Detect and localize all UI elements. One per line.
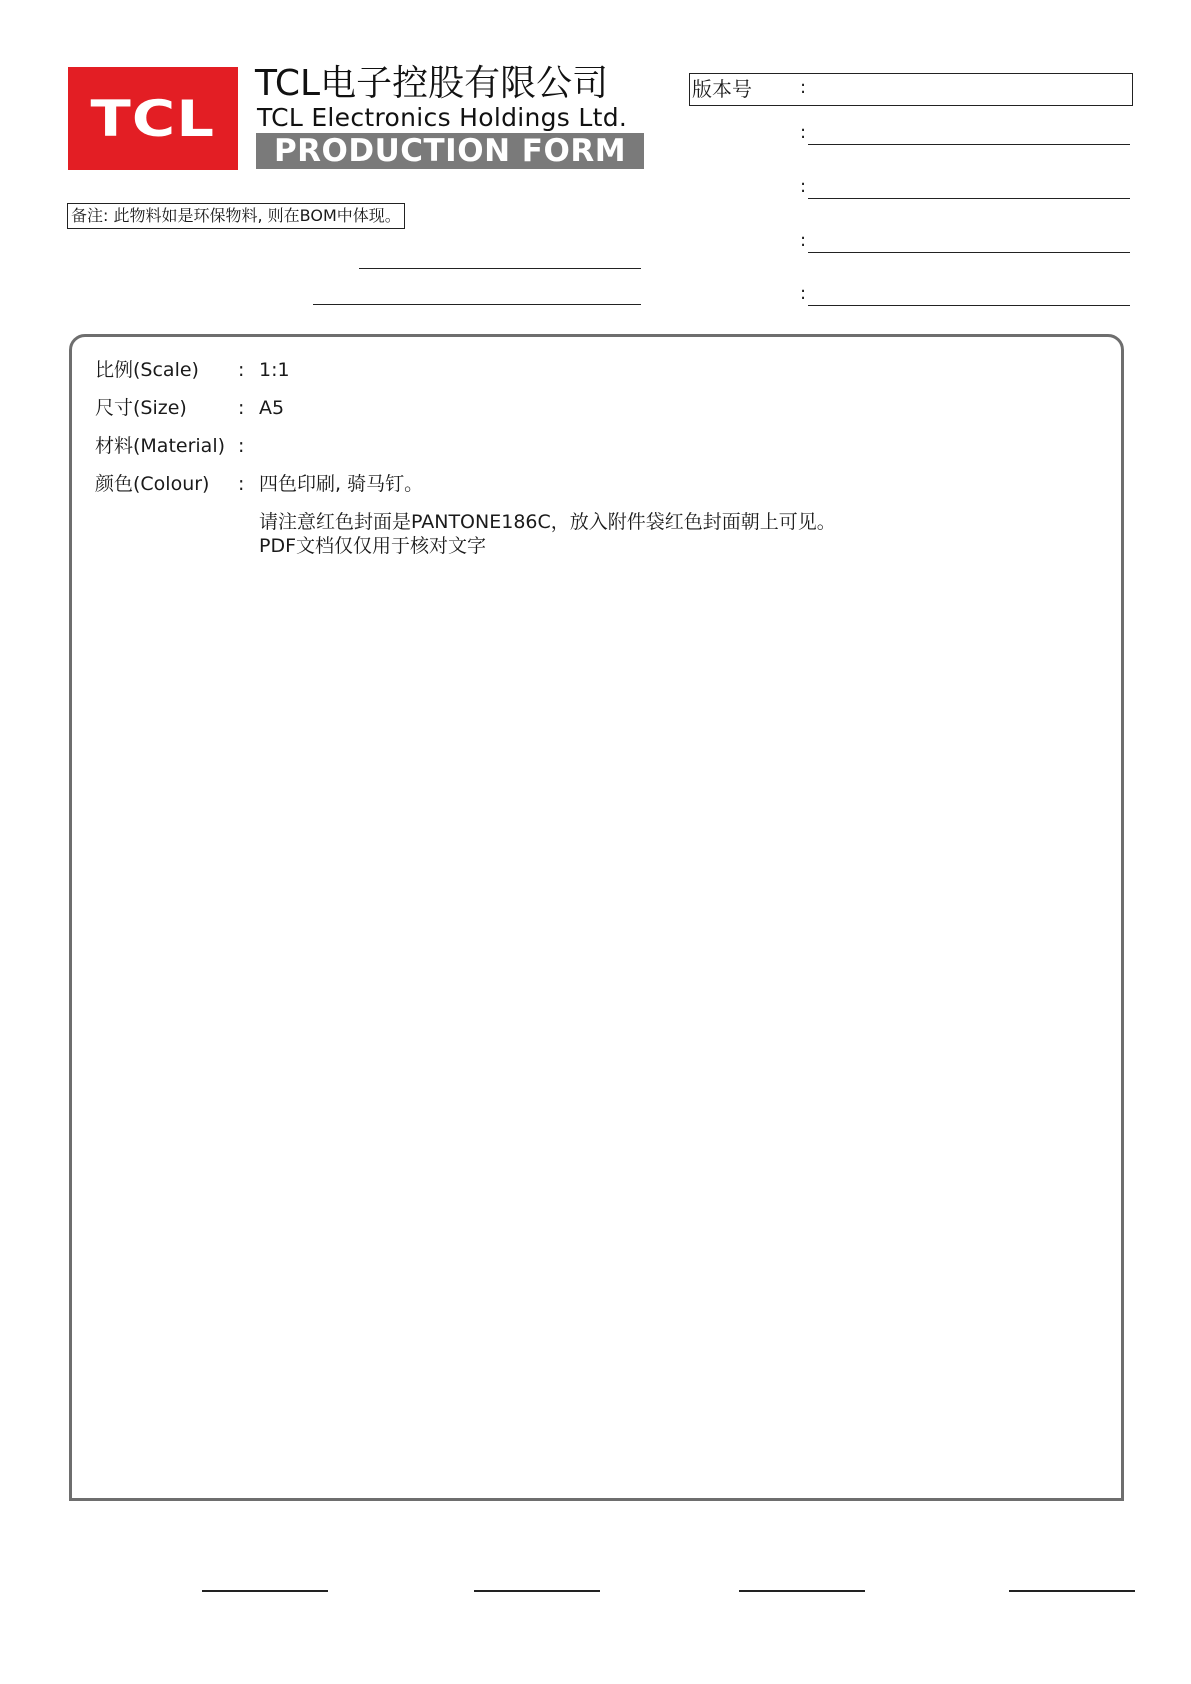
- signature-line-4[interactable]: [1009, 1590, 1135, 1592]
- field-colon: :: [800, 122, 807, 143]
- spec-colon: :: [238, 397, 245, 419]
- signature-line-1[interactable]: [202, 1590, 328, 1592]
- field-underline: [808, 305, 1130, 306]
- version-colon: :: [800, 77, 807, 98]
- right-field-4[interactable]: [800, 282, 1130, 306]
- field-underline: [808, 144, 1130, 145]
- spec-value: 四色印刷, 骑马钉。: [259, 473, 424, 495]
- version-field[interactable]: [689, 73, 1133, 106]
- signature-line-2[interactable]: [474, 1590, 600, 1592]
- version-label: 版本号: [692, 77, 752, 101]
- spec-label: 尺寸(Size): [95, 397, 187, 419]
- spec-colon: :: [238, 359, 245, 381]
- spec-value: A5: [259, 397, 285, 419]
- field-colon: :: [800, 283, 807, 304]
- company-name-english: TCL Electronics Holdings Ltd.: [257, 103, 628, 132]
- tcl-logo: [68, 67, 238, 170]
- form-title: PRODUCTION FORM: [256, 133, 644, 169]
- eco-material-note: 备注: 此物料如是环保物料, 则在BOM中体现。: [67, 203, 405, 229]
- spec-colon: :: [238, 435, 245, 457]
- spec-value: 1:1: [259, 359, 290, 381]
- spec-label: 颜色(Colour): [95, 473, 210, 495]
- right-field-2[interactable]: [800, 175, 1130, 199]
- spec-label: 材料(Material): [95, 435, 226, 457]
- logo-text: TCL: [90, 89, 216, 148]
- field-colon: :: [800, 230, 807, 251]
- pantone-note: 请注意红色封面是PANTONE186C，放入附件袋红色封面朝上可见。: [259, 511, 836, 533]
- spec-label: 比例(Scale): [95, 359, 199, 381]
- left-field-line-1[interactable]: [359, 268, 641, 269]
- field-underline: [808, 252, 1130, 253]
- right-field-3[interactable]: [800, 229, 1130, 253]
- spec-colon: :: [238, 473, 245, 495]
- pdf-note: PDF文档仅仅用于核对文字: [259, 535, 487, 557]
- right-field-1[interactable]: [800, 121, 1130, 145]
- field-underline: [808, 198, 1130, 199]
- company-name-chinese: TCL电子控股有限公司: [255, 63, 609, 104]
- field-colon: :: [800, 176, 807, 197]
- left-field-line-2[interactable]: [313, 304, 641, 305]
- signature-line-3[interactable]: [739, 1590, 865, 1592]
